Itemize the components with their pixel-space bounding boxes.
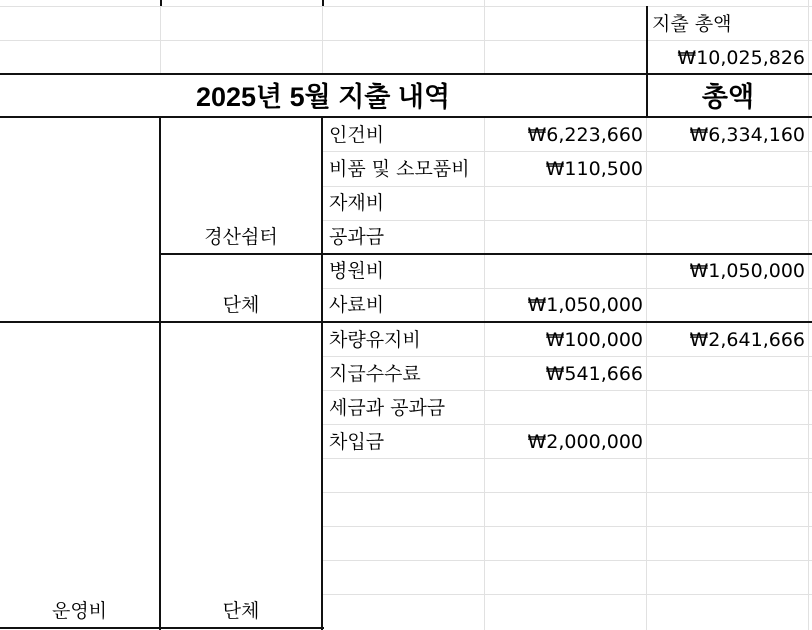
item-cell[interactable]: 병원비	[329, 260, 385, 282]
item-cell[interactable]: 차입금	[329, 431, 385, 453]
total-cell[interactable]: ₩2,641,666	[689, 329, 805, 351]
cell-border	[321, 116, 323, 630]
amount-cell[interactable]: ₩100,000	[545, 329, 643, 351]
grid-line	[322, 560, 812, 561]
group-cell[interactable]: 단체	[222, 600, 260, 622]
cell-border	[322, 0, 324, 6]
item-cell[interactable]: 사료비	[329, 294, 385, 316]
item-cell[interactable]: 세금과 공과금	[329, 397, 446, 419]
total-column-header[interactable]: 총액	[701, 82, 755, 112]
item-cell[interactable]: 공과금	[329, 226, 385, 248]
amount-cell[interactable]: ₩1,050,000	[527, 294, 643, 316]
grid-line	[322, 0, 323, 74]
grid-line	[160, 0, 161, 74]
item-cell[interactable]: 비품 및 소모품비	[329, 158, 470, 180]
amount-cell[interactable]: ₩541,666	[545, 363, 643, 385]
item-cell[interactable]: 자재비	[329, 192, 385, 214]
grid-line	[808, 0, 809, 630]
total-cell[interactable]: ₩6,334,160	[689, 124, 805, 146]
grid-line	[646, 118, 647, 630]
grid-line	[322, 526, 812, 527]
amount-cell[interactable]: ₩110,500	[545, 158, 643, 180]
total-label-cell[interactable]: 지출 총액	[652, 13, 732, 35]
grid-line	[484, 0, 485, 74]
grid-line	[322, 492, 812, 493]
group-cell[interactable]: 단체	[222, 294, 260, 316]
amount-cell[interactable]: ₩6,223,660	[527, 124, 643, 146]
total-cell[interactable]: ₩1,050,000	[689, 260, 805, 282]
grid-line	[484, 118, 485, 630]
sheet-title[interactable]: 2025년 5월 지출 내역	[195, 82, 451, 112]
amount-cell[interactable]: ₩2,000,000	[527, 431, 643, 453]
total-value-cell[interactable]: ₩10,025,826	[677, 47, 805, 69]
cell-border	[160, 0, 162, 6]
item-cell[interactable]: 차량유지비	[329, 329, 421, 351]
item-cell[interactable]: 인건비	[329, 124, 385, 146]
item-cell[interactable]: 지급수수료	[329, 363, 421, 385]
cell-border	[159, 116, 161, 630]
grid-line	[322, 594, 812, 595]
category-cell[interactable]: 운영비	[51, 600, 108, 622]
group-cell[interactable]: 경산쉼터	[204, 226, 278, 248]
